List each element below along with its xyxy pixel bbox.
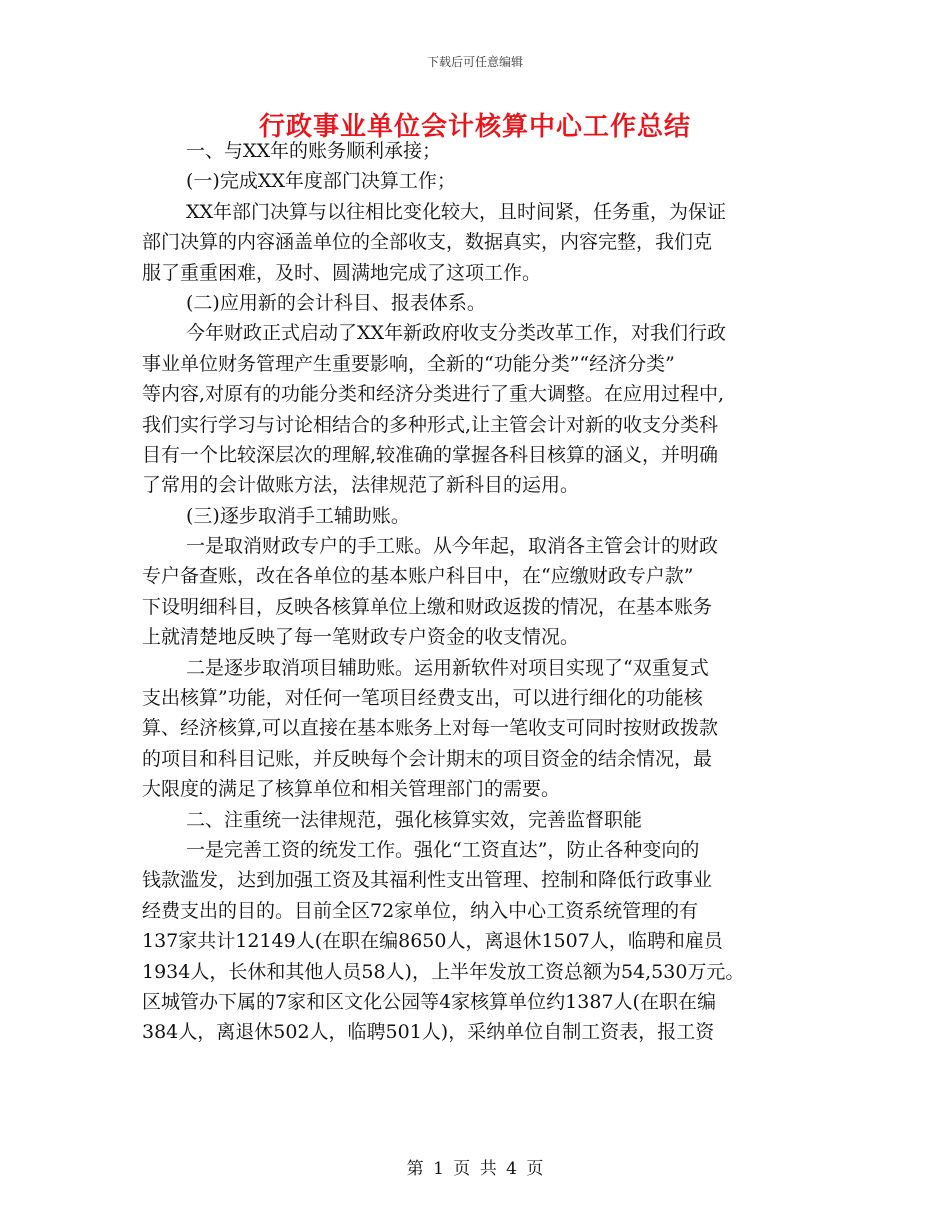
text-line: 专户备查账，改在各单位的基本账户科目中，在“应缴财政专户款” — [142, 565, 694, 588]
text-line: 今年财政正式启动了XX年新政府收支分类改革工作，对我们行政 — [186, 322, 727, 345]
text-line: 区城管办下属的7家和区文化公园等4家核算单位约1387人(在职在编 — [142, 990, 716, 1013]
text-line: 支出核算”功能，对任何一笔项目经费支出，可以进行细化的功能核 — [142, 687, 703, 710]
text-line: 的项目和科目记账，并反映每个会计期末的项目资金的结余情况，最 — [142, 747, 713, 770]
text-line: 我们实行学习与讨论相结合的多种形式,让主管会计对新的收支分类科 — [142, 413, 719, 436]
text-line: (一)完成XX年度部门决算工作； — [186, 170, 456, 193]
text-line: 目有一个比较深层次的理解,较准确的掌握各科目核算的涵义，并明确 — [142, 443, 719, 466]
text-line: 二、注重统一法律规范，强化核算实效，完善监督职能 — [186, 808, 643, 831]
page-footer: 第 1 页 共 4 页 — [406, 1159, 544, 1179]
text-line: 钱款滥发，达到加强工资及其福利性支出管理、控制和降低行政事业 — [142, 869, 713, 892]
text-line: 1934人，长休和其他人员58人)，上半年发放工资总额为54,530万元。 — [142, 960, 745, 983]
text-line: (二)应用新的会计科目、报表体系。 — [186, 291, 486, 314]
text-line: 事业单位财务管理产生重要影响，全新的“功能分类”“经济分类” — [142, 352, 675, 375]
document-body — [142, 136, 810, 1048]
text-line: 384人，离退休502人，临聘501人)，采纳单位自制工资表，报工资 — [142, 1021, 715, 1044]
text-line: 大限度的满足了核算单位和相关管理部门的需要。 — [142, 778, 561, 801]
text-line: 下设明细科目，反映各核算单位上缴和财政返拨的情况，在基本账务 — [142, 595, 713, 618]
text-line: 二是逐步取消项目辅助账。运用新软件对项目实现了“双重复式 — [186, 656, 709, 679]
text-line: 一是取消财政专户的手工账。从今年起，取消各主管会计的财政 — [186, 535, 719, 558]
text-line: 算、经济核算,可以直接在基本账务上对每一笔收支可同时按财政拨款 — [142, 717, 719, 740]
text-line: 经费支出的目的。目前全区72家单位，纳入中心工资系统管理的有 — [142, 899, 699, 922]
document-title: 行政事业单位会计核算中心工作总结 — [258, 112, 691, 142]
text-line: 一、与XX年的账务顺利承接； — [186, 140, 442, 162]
text-line: 137家共计12149人(在职在编8650人，离退休1507人，临聘和雇员 — [142, 930, 723, 953]
text-line: 等内容,对原有的功能分类和经济分类进行了重大调整。在应用过程中, — [142, 383, 725, 406]
text-line: 了常用的会计做账方法，法律规范了新科目的运用。 — [142, 474, 580, 497]
text-line: 服了重重困难，及时、圆满地完成了这项工作。 — [142, 261, 542, 284]
text-line: XX年部门决算与以往相比变化较大，且时间紧，任务重，为保证 — [186, 200, 727, 223]
text-line: 一是完善工资的统发工作。强化“工资直达”，防止各种变向的 — [186, 838, 700, 861]
text-line: 上就清楚地反映了每一笔财政专户资金的收支情况。 — [142, 626, 580, 649]
text-line: 部门决算的内容涵盖单位的全部收支，数据真实，内容完整，我们克 — [142, 231, 713, 254]
text-line: (三)逐步取消手工辅助账。 — [186, 504, 410, 527]
header-note: 下载后可任意编辑 — [426, 55, 523, 69]
